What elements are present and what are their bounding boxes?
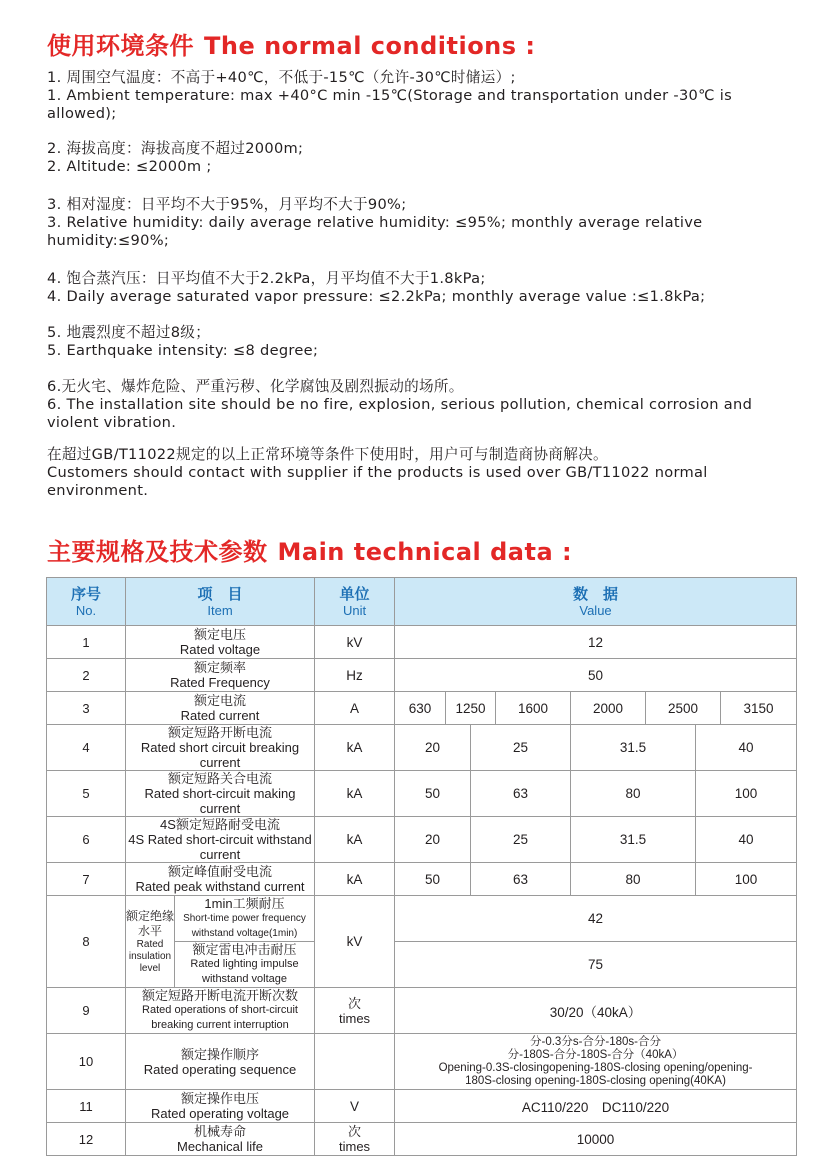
condition-5-en: 5. Earthquake intensity: ≤8 degree; (47, 342, 319, 359)
header-item: 项 目 Item (126, 578, 315, 626)
table-row: 7 额定峰值耐受电流 Rated peak withstand current kA 50 63 80 100 (47, 863, 797, 896)
header-no: 序号 No. (47, 578, 126, 626)
condition-item-3 (47, 196, 787, 250)
condition-1-zh: 1. 周围空气温度：不高于+40℃，不低于-15℃（允许-30℃时储运）; (47, 69, 516, 86)
condition-3-en: 3. Relative humidity: daily average relative humidity: ≤95%; monthly average relative humidity:≤90%; (47, 214, 703, 249)
technical-data-table (46, 577, 797, 1156)
condition-4-zh: 4. 饱合蒸汽压：日平均值不大于2.2kPa，月平均值不大于1.8kPa; (47, 270, 486, 287)
table-row: 1 额定电压 Rated voltage kV 12 (47, 626, 797, 659)
conditions-heading-zh: 使用环境条件 (47, 32, 194, 60)
operating-sequence-value: 分-0.3分s-合分-180s-合分 分-180S-合分-180S-合分（40kA） Opening-0.3S-closingopening-180S-closing opening/opening- 180S-closing opening-180S-closing opening(40KA) (395, 1034, 797, 1090)
condition-6-zh: 6.无火宅、爆炸危险、严重污秽、化学腐蚀及剧烈振动的场所。 (47, 378, 464, 395)
table-row: 6 4S额定短路耐受电流 4S Rated short-circuit withstand current kA 20 25 31.5 40 (47, 817, 797, 863)
conditions-heading-en: The normal conditions : (204, 32, 536, 60)
table-row: 12 机械寿命 Mechanical life 次 times 10000 (47, 1123, 797, 1156)
table-row: 额定雷电冲击耐压 Rated lighting impulse withstand voltage 75 (47, 942, 797, 988)
condition-2-en: 2. Altitude: ≤2000m ; (47, 158, 212, 175)
condition-note-zh: 在超过GB/T11022规定的以上正常环境等条件下使用时，用户可与制造商协商解决。 (47, 446, 608, 463)
condition-3-zh: 3. 相对湿度：日平均不大于95%，月平均不大于90%; (47, 196, 407, 213)
condition-2-zh: 2. 海拔高度：海拔高度不超过2000m; (47, 140, 304, 157)
condition-item-5 (47, 324, 787, 360)
condition-1-en: 1. Ambient temperature: max +40°C min -15℃(Storage and transportation under -30℃ is allowed); (47, 87, 732, 122)
table-row: 4 额定短路开断电流 Rated short circuit breaking current kA 20 25 31.5 40 (47, 725, 797, 771)
insulation-level-group: 额定绝缘水平 Rated insulation level (126, 896, 175, 988)
table-row: 11 额定操作电压 Rated operating voltage V AC110/220 DC110/220 (47, 1090, 797, 1123)
table-row: 9 额定短路开断电流开断次数 Rated operations of short-circuit breaking current interruption 次 times 30/20（40kA） (47, 988, 797, 1034)
condition-item-1 (47, 69, 787, 123)
condition-note-en: Customers should contact with supplier if the products is used over GB/T11022 normal environment. (47, 464, 708, 499)
table-row: 8 额定绝缘水平 Rated insulation level 1min工频耐压 Short-time power frequency withstand voltage(1min) kV 42 (47, 896, 797, 942)
condition-5-zh: 5. 地震烈度不超过8级； (47, 324, 211, 341)
technical-heading-en: Main technical data : (277, 538, 573, 566)
condition-4-en: 4. Daily average saturated vapor pressure: ≤2.2kPa; monthly average value :≤1.8kPa; (47, 288, 706, 305)
condition-item-note (47, 446, 787, 500)
table-row: 2 额定频率 Rated Frequency Hz 50 (47, 659, 797, 692)
header-unit: 单位 Unit (315, 578, 395, 626)
table-row: 10 额定操作顺序 Rated operating sequence 分-0.3分s-合分-180s-合分 分-180S-合分-180S-合分（40kA） Opening-0.3S-closingopening-180S-closing opening/opening- 180S-closing opening-180S-closing opening(40KA) (47, 1034, 797, 1090)
condition-item-6 (47, 378, 787, 432)
condition-item-2 (47, 140, 787, 176)
table-row: 5 额定短路关合电流 Rated short-circuit making current kA 50 63 80 100 (47, 771, 797, 817)
conditions-heading (47, 26, 536, 61)
table-header-row (47, 578, 797, 626)
condition-6-en: 6. The installation site should be no fire, explosion, serious pollution, chemical corrosion and violent vibration. (47, 396, 753, 431)
table-row: 3 额定电流 Rated current A 630 1250 1600 2000 2500 3150 (47, 692, 797, 725)
condition-item-4 (47, 270, 787, 306)
header-value: 数 据 Value (395, 578, 797, 626)
technical-heading (47, 532, 572, 567)
technical-heading-zh: 主要规格及技术参数 (47, 538, 268, 566)
